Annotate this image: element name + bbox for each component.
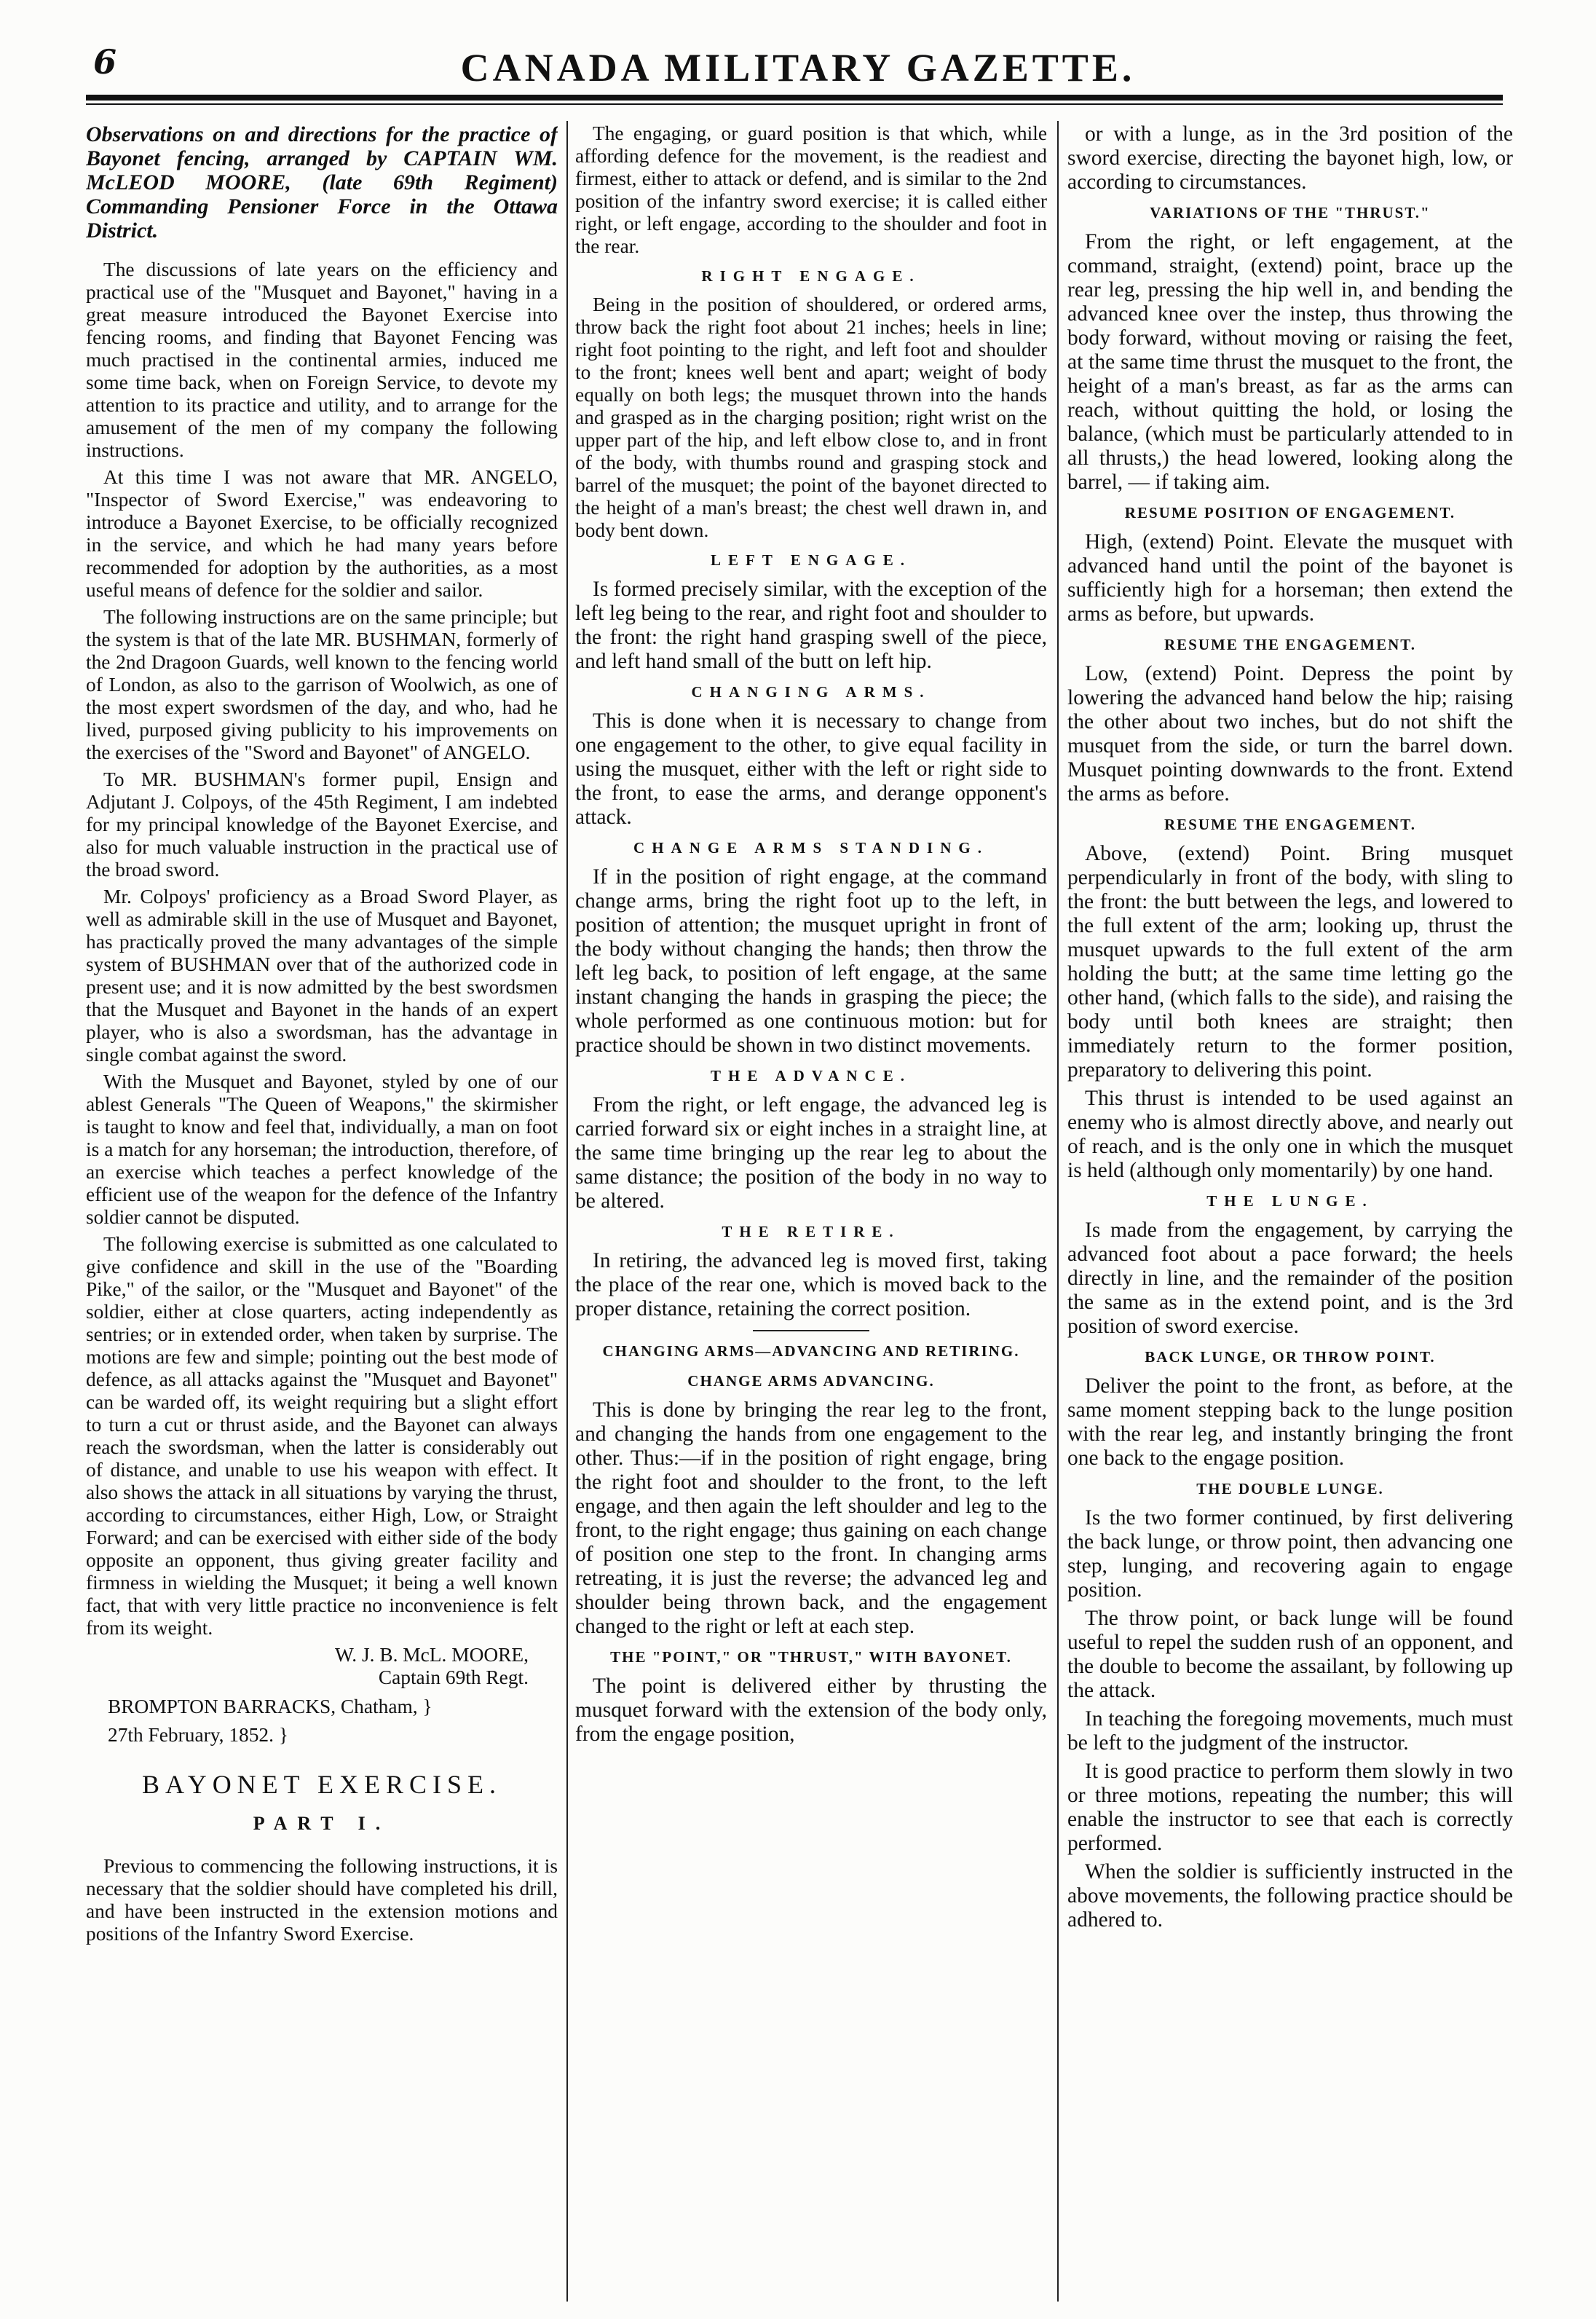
paragraph: In teaching the foregoing movements, much must be left to the judgment of the instructor. [1067, 1707, 1513, 1755]
paragraph: The point is delivered either by thrusting the musquet forward with the extension of the body only, from the engage position, [575, 1674, 1047, 1746]
paragraph: Is formed precisely similar, with the exception of the left leg being to the rear, and right foot and shoulder to the front: the right hand grasping swell of the piece, and left hand small of the butt on left hip. [575, 578, 1047, 673]
subheading-resume-position: RESUME POSITION OF ENGAGEMENT. [1124, 504, 1456, 521]
subheading-resume-engagement: RESUME THE ENGAGEMENT. [1164, 636, 1417, 653]
subheading-resume-engagement: RESUME THE ENGAGEMENT. [1164, 816, 1417, 833]
paragraph: In retiring, the advanced leg is moved first, taking the place of the rear one, which is moved back to the proper distance, retaining the correct position. [575, 1249, 1047, 1320]
paragraph: From the right, or left engage, the advanced leg is carried forward six or eight inches in a straight line, at the same time bringing up the rear leg to about the same distance; the position of the body in no way to be altered. [575, 1093, 1047, 1213]
paragraph: Being in the position of shouldered, or ordered arms, throw back the right foot about 21 inches; heels in line; right foot pointing to the right, and left foot and shoulder to the front; knees well bent and apart; weight of body equally on both legs; the musquet thrown into the hands and grasped as in the charging position; right wrist on the upper part of the hip, and left elbow close to, and in front of the body, with thumbs round and grasping stock and barrel of the musquet; the point of the bayonet directed to the height of a man's breast; the chest well drawn in, and body bent down. [575, 294, 1047, 541]
paragraph: Is the two former continued, by first delivering the back lunge, or throw point, then advancing one step, lunging, and recovering again to engage position. [1067, 1506, 1513, 1602]
paragraph: The engaging, or guard position is that which, while affording defence for the movement, is the readiest and firmest, either to attack or defend, and is similar to the 2nd position of the infantry sword exercise; it is called either right, or left engage, according to the shoulder and foot in the rear. [575, 122, 1047, 257]
part-label: PART I. [253, 1813, 391, 1834]
page-header [0, 0, 1596, 109]
paragraph: Mr. Colpoys' proficiency as a Broad Sword Player, as well as admirable skill in the use of Musquet and Bayonet, has practically proved the many advantages of the simple system of BUSHMAN over that of the authorized code in present use; and it is now admitted by the best swordsmen that the Musquet and Bayonet in the hands of an expert player, who is also a swordsman, has the advantage in single combat against the sword. [86, 886, 558, 1066]
subheading-right-engage: RIGHT ENGAGE. [701, 267, 921, 285]
column-middle [575, 122, 1047, 2300]
subheading-left-engage: LEFT ENGAGE. [711, 551, 912, 569]
page-number: 6 [93, 42, 117, 82]
paragraph: The discussions of late years on the efficiency and practical use of the "Musquet and Bayonet," having in a great measure introduced the Bayonet Exercise into fencing rooms, and finding that Bayonet Fencing was much practised in the continental armies, induced me some time back, when on Foreign Service, to devote my attention to its practice and utility, and to arrange for the amusement of the men of my company the following instructions. [86, 259, 558, 461]
subheading-variations-of-thrust: VARIATIONS OF THE "THRUST." [1150, 204, 1431, 221]
paragraph: The following exercise is submitted as one calculated to give confidence and skill in the use of the "Boarding Pike," of the sailor, or the "Musquet and Bayonet" of the soldier, either at close quarters, acting independently as sentries; or in extended order, when taken by surprise. The motions are few and simple; pointing out the best mode of defence, as all attacks against the "Musquet and Bayonet" can be warded off, its weight requiring but a slight effort to turn a cut or thrust aside, and the Bayonet can always reach the swordsman, when the latter is considerably out of distance, and unable to use his weapon with effect. It also shows the attack in all situations by varying the thrust, according to circumstances, either High, Low, or Straight Forward; and can be exercised with either side of the body opposite an opponent, thus giving greater facility and firmness in wielding the Musquet; it being a well known fact, that with very little practice no inconvenience is felt from its weight. [86, 1233, 558, 1639]
paragraph: If in the position of right engage, at the command change arms, bring the right foot up to the left, in position of attention; the musquet upright in front of the body without changing the hands; then throw the left leg back, to position of left engage, at the same instant changing the hands in grasping the piece; the whole performed as one continuous motion: but for practice should be shown in two distinct movements. [575, 865, 1047, 1057]
paragraph: When the soldier is sufficiently instructed in the above movements, the following practice should be adhered to. [1067, 1860, 1513, 1932]
signature-title: Captain 69th Regt. [378, 1666, 529, 1688]
subheading-change-arms-advancing: CHANGE ARMS ADVANCING. [687, 1372, 935, 1390]
paragraph: This thrust is intended to be used against an enemy who is almost directly above, and nearly out of reach, and is the only one in which the musquet is held (although only momentarily) by one hand. [1067, 1087, 1513, 1182]
paragraph: It is good practice to perform them slowly in two or three motions, repeating the number; this will enable the instructor to see that each is correctly performed. [1067, 1760, 1513, 1855]
subheading-the-point: THE "POINT," OR "THRUST," WITH BAYONET. [610, 1648, 1012, 1666]
subheading-the-retire: THE RETIRE. [722, 1223, 901, 1240]
header-rule-thick [86, 95, 1503, 101]
subheading-the-advance: THE ADVANCE. [711, 1067, 912, 1084]
paragraph: Previous to commencing the following instructions, it is necessary that the soldier should have completed his drill, and have been instructed in the extension motions and positions of the Infantry Sword Exercise. [86, 1855, 558, 1945]
paragraph: From the right, or left engagement, at the command, straight, (extend) point, brace up the rear leg, pressing the hip well in, and bending the advanced knee over the instep, thus throwing the body forward, without moving or raising the feet, at the same time thrust the musquet to the front, the height of a man's breast, as far as the arms can reach, without quitting the hold, or losing the balance, (which must be particularly attended to in all thrusts,) the head lowered, looking along the barrel, — if taking aim. [1067, 230, 1513, 494]
subheading-double-lunge: THE DOUBLE LUNGE. [1196, 1480, 1384, 1497]
paragraph: This is done when it is necessary to change from one engagement to the other, to give equal facility in using the musquet, either with the left or right side to the front, to ease the arms, and derange opponent's attack. [575, 709, 1047, 829]
dateline-date: 27th February, 1852. } [108, 1724, 288, 1746]
column-divider-left [566, 121, 568, 2302]
column-left [86, 122, 558, 2300]
paragraph: High, (extend) Point. Elevate the musquet with advanced hand until the point of the bayonet is sufficiently high for a horseman; then extend the arms as before, but upwards. [1067, 530, 1513, 626]
signature-name: W. J. B. McL. MOORE, [334, 1644, 529, 1666]
subheading-back-lunge: BACK LUNGE, OR THROW POINT. [1145, 1348, 1436, 1366]
paragraph: At this time I was not aware that MR. ANGELO, "Inspector of Sword Exercise," was endeavoring to introduce a Bayonet Exercise, to be officially recognized in the service, and which he had many years before recommended for adoption by the authorities, as a most useful means of defence for the soldier and sailor. [86, 466, 558, 601]
column-divider-right [1057, 121, 1059, 2302]
paragraph: The throw point, or back lunge will be found useful to repel the sudden rush of an opponent, and the double to become the assailant, by following up the attack. [1067, 1607, 1513, 1702]
paragraph: With the Musquet and Bayonet, styled by one of our ablest Generals "The Queen of Weapons," the skirmisher is taught to know and feel that, individually, a man on foot is a match for any horseman; the introduction, therefore, of an exercise which teaches a perfect knowledge of the efficient use of the weapon for the defence of the Infantry soldier cannot be disputed. [86, 1071, 558, 1228]
dateline-place: BROMPTON BARRACKS, Chatham, } [108, 1696, 432, 1717]
subheading-the-lunge: THE LUNGE. [1206, 1192, 1374, 1210]
paragraph: To MR. BUSHMAN's former pupil, Ensign and Adjutant J. Colpoys, of the 45th Regiment, I am indebted for my principal knowledge of the Bayonet Exercise, and also for much valuable instruction in the practical use of the broad sword. [86, 768, 558, 881]
paragraph: Low, (extend) Point. Depress the point by lowering the advanced hand below the hip; raising the other about two inches, but do not shift the musquet from the side, or turn the barrel down. Musquet pointing downwards to the front. Extend the arms as before. [1067, 662, 1513, 806]
paragraph: This is done by bringing the rear leg to the front, and changing the hands from one engagement to the other. Thus:—if in the position of right engage, bring the right foot and shoulder to the front, to the left engage, and then again the left shoulder and leg to the front, to the right engage; thus gaining on each change of position one step to the front. In changing arms retreating, it is just the reverse; the advanced leg and shoulder being thrown back, and the engagement changed to the right or left at each step. [575, 1398, 1047, 1638]
section-separator [753, 1330, 869, 1331]
column-right [1067, 122, 1513, 2300]
header-rule-thin [86, 103, 1503, 105]
paragraph: Deliver the point to the front, as before, at the same moment stepping back to the lunge position with the rear leg, and instantly bringing the front one back to the engage position. [1067, 1374, 1513, 1470]
section-title: BAYONET EXERCISE. [141, 1770, 502, 1799]
subheading-change-arms-standing: CHANGE ARMS STANDING. [633, 839, 989, 857]
masthead-title: CANADA MILITARY GAZETTE. [460, 46, 1136, 90]
paragraph: Is made from the engagement, by carrying the advanced foot about a pace forward; the heels directly in line, and the remainder of the position the same as in the extend point, and is the 3rd position of sword exercise. [1067, 1218, 1513, 1338]
subheading-changing-arms-advancing-retiring: CHANGING ARMS—ADVANCING AND RETIRING. [602, 1342, 1020, 1360]
article-title: Observations on and directions for the practice of Bayonet fencing, arranged by CAPTAIN WM. McLEOD MOORE, (late 69th Regiment) Commanding Pensioner Force in the Ottawa District. [86, 122, 558, 243]
paragraph: Above, (extend) Point. Bring musquet perpendicularly in front of the body, with sling to the front: the butt between the legs, and lowered to the full extent of the arm; looking up, thrust the musquet upwards to the full extent of the arm holding the butt; at the same time letting go the other hand, (which falls to the side), and raising the body until both knees are straight; then immediately return to the former position, preparatory to delivering this point. [1067, 842, 1513, 1082]
subheading-changing-arms: CHANGING ARMS. [691, 683, 931, 701]
paragraph: The following instructions are on the same principle; but the system is that of the late MR. BUSHMAN, formerly of the 2nd Dragoon Guards, well known to the fencing world of London, as also to the garrison of Woolwich, as one of the most expert swordsmen of the day, and who, had he lived, purposed giving publicity to his improvements on the exercises of the "Sword and Bayonet" of ANGELO. [86, 606, 558, 763]
paragraph: or with a lunge, as in the 3rd position of the sword exercise, directing the bayonet high, low, or according to circumstances. [1067, 122, 1513, 194]
